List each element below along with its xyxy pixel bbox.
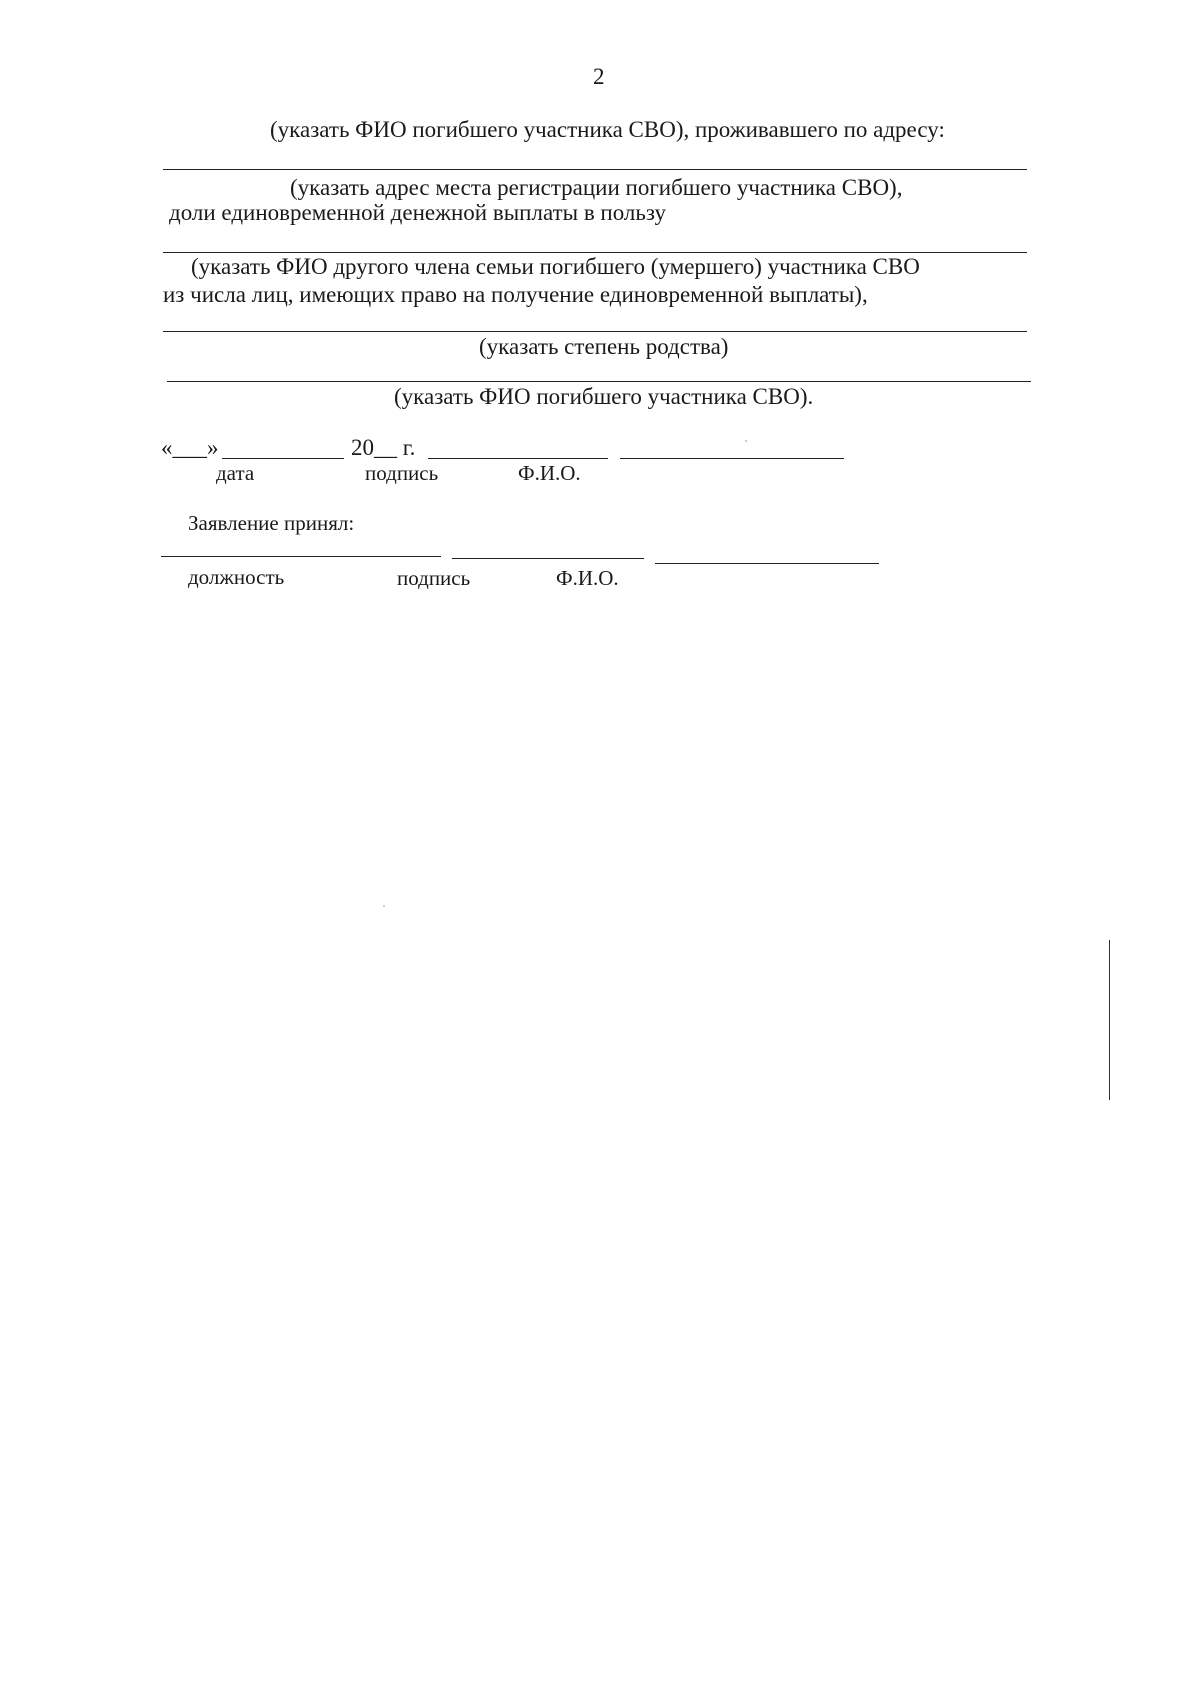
family-member-blank-line[interactable] <box>163 252 1027 253</box>
deceased-name-blank-line[interactable] <box>167 381 1031 382</box>
address-blank-line[interactable] <box>163 169 1027 170</box>
applicant-signature-line[interactable] <box>428 458 608 459</box>
official-fio-label: Ф.И.О. <box>556 566 619 590</box>
family-member-hint-2: из числа лиц, имеющих право на получение единовременной выплаты), <box>163 282 868 307</box>
registration-address-hint: (указать адрес места регистрации погибшего участника СВО), <box>290 175 903 200</box>
kinship-hint: (указать степень родства) <box>479 334 729 359</box>
date-day-field[interactable]: «___» <box>161 435 219 460</box>
scan-speck <box>383 905 385 907</box>
official-position-label: должность <box>188 565 285 589</box>
applicant-signature-label: подпись <box>365 461 439 485</box>
date-label: дата <box>216 461 255 485</box>
official-position-line[interactable] <box>161 556 441 557</box>
family-member-hint-1: (указать ФИО другого члена семьи погибшего (умершего) участника СВО <box>191 254 920 279</box>
date-month-line[interactable] <box>222 458 344 459</box>
scan-speck <box>745 440 747 442</box>
kinship-blank-line[interactable] <box>163 331 1027 332</box>
deceased-name-end-hint: (указать ФИО погибшего участника СВО). <box>394 384 814 409</box>
official-signature-label: подпись <box>397 566 471 590</box>
deceased-name-address-hint: (указать ФИО погибшего участника СВО), проживавшего по адресу: <box>270 117 945 142</box>
applicant-fio-line[interactable] <box>620 458 844 459</box>
page-number: 2 <box>593 64 605 89</box>
payment-share-text: доли единовременной денежной выплаты в пользу <box>169 200 667 225</box>
applicant-fio-label: Ф.И.О. <box>518 461 581 485</box>
scan-edge-mark <box>1109 940 1110 1100</box>
official-signature-line[interactable] <box>452 558 644 559</box>
date-year-field[interactable]: 20__ г. <box>351 435 416 460</box>
official-fio-line[interactable] <box>655 563 879 564</box>
accepted-heading: Заявление принял: <box>188 511 355 535</box>
